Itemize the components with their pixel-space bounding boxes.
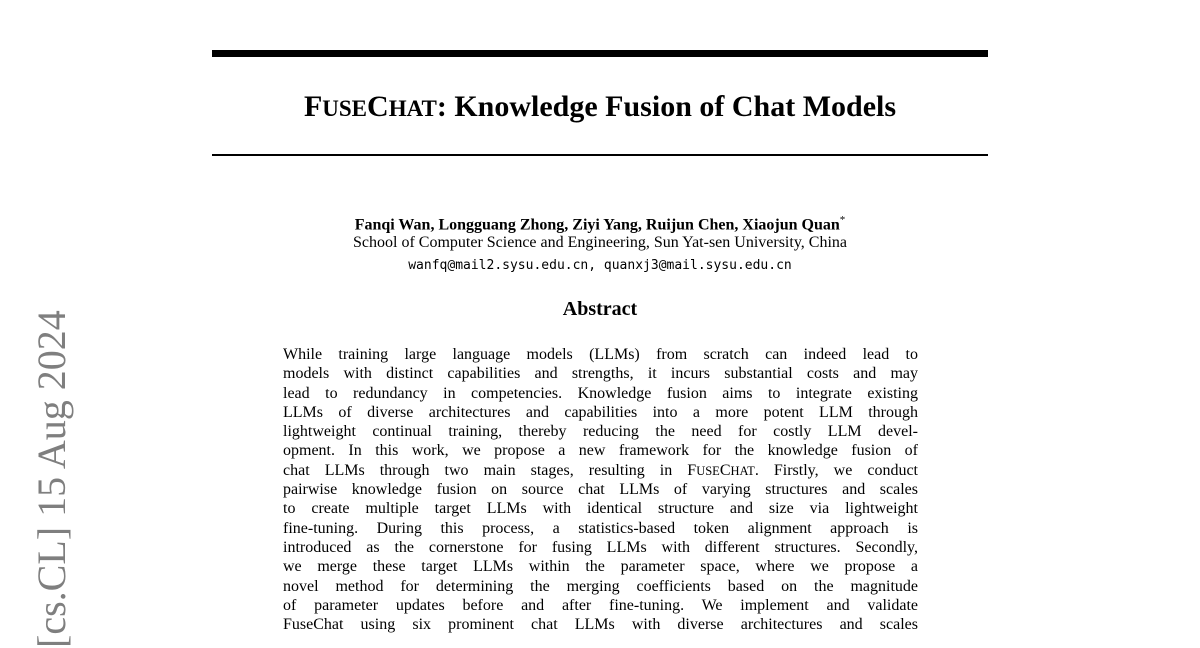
title-bottom-rule [212,154,988,156]
author-affiliation: School of Computer Science and Engineering, Sun Yat-sen University, China [353,234,847,251]
abstract-line: we merge these target LLMs within the parameter space, where we propose a [283,558,918,576]
abstract-line: While training large language models (LLMs) from scratch can indeed lead to [283,346,918,363]
abstract-line: models with distinct capabilities and strengths, it incurs substantial costs and may [283,365,918,383]
arxiv-stamp: [cs.CL] 15 Aug 2024 [29,310,74,648]
author-footnote-mark: * [839,214,846,226]
abstract-line: lightweight continual training, thereby reducing the need for costly LLM devel- [283,423,918,441]
abstract-line: pairwise knowledge fusion on source chat LLMs of varying structures and scales [283,481,918,499]
title-c: C [367,90,389,123]
fusechat-hat: HAT [730,463,755,478]
fusechat-c: C [719,461,731,479]
title-rest: : Knowledge Fusion of Chat Models [436,90,897,123]
abstract-line7-before: chat LLMs through two main stages, resulting in [283,461,688,479]
author-names: Fanqi Wan, Longguang Zhong, Ziyi Yang, Ruijun Chen, Xiaojun Quan [354,216,840,234]
abstract-line: of parameter updates before and after fine-tuning. We implement and validate [283,596,918,614]
title-top-rule [212,50,988,57]
paper-title [212,88,988,128]
abstract-line: to create multiple target LLMs with identical structure and size via lightweight [283,500,918,518]
title-f: F [303,90,323,123]
abstract-line: opment. In this work, we propose a new framework for the knowledge fusion of [283,442,918,460]
author-emails: wanfq@mail2.sysu.edu.cn, quanxj3@mail.sysu.edu.cn [408,258,792,273]
abstract-line: fine-tuning. During this process, a statistics-based token alignment approach is [283,519,918,537]
abstract-line7-after: . Firstly, we conduct [754,461,918,479]
abstract-line: introduced as the cornerstone for fusing LLMs with different structures. Secondly, [283,538,918,556]
fusechat-use: USE [696,463,720,478]
abstract-line: LLMs of diverse architectures and capabilities into a more potent LLM through [283,403,918,421]
abstract-line: novel method for determining the merging coefficients based on the magnitude [283,577,918,595]
abstract-line-fusechat [283,461,918,480]
abstract-line-partial: FuseChat using six prominent chat LLMs with diverse architectures and scales [283,616,918,634]
author-list [212,210,988,235]
title-use: USE [322,96,368,121]
abstract-line: lead to redundancy in competencies. Knowledge fusion aims to integrate existing [283,384,918,402]
fusechat-f: F [687,461,697,479]
abstract-body [283,345,918,634]
title-hat: HAT [388,96,437,121]
abstract-heading: Abstract [562,298,638,320]
